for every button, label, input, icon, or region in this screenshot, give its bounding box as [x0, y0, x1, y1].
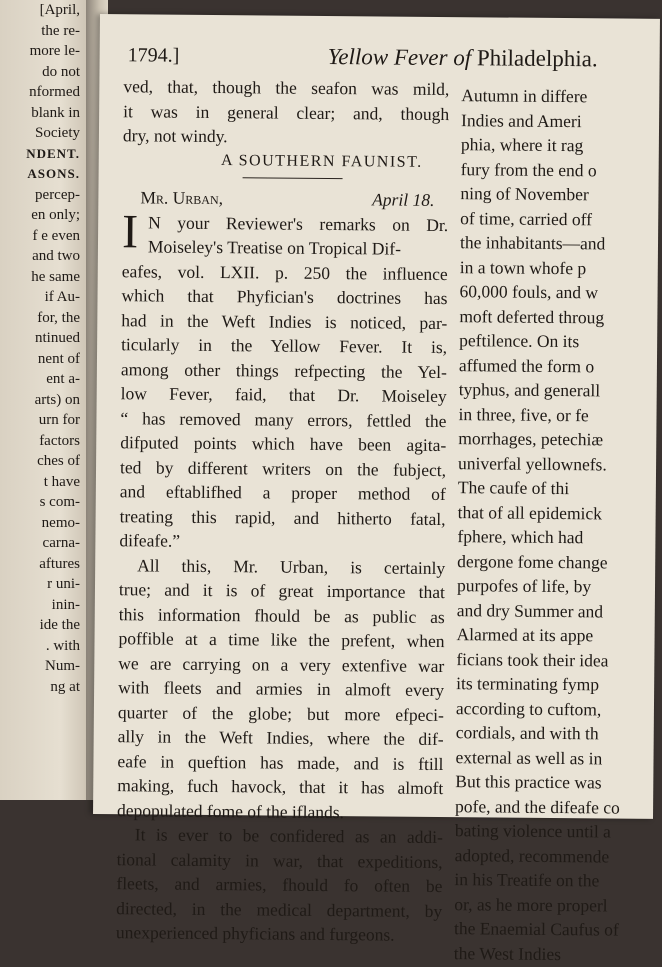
- left-page-line: he same: [31, 268, 80, 285]
- text-line: this information fhould be as public as: [118, 603, 445, 627]
- text-line: depopulated fome of the iflands.: [116, 799, 345, 822]
- right-column-line: in three, five, or fe: [458, 403, 589, 425]
- paragraph-1: [119, 259, 448, 556]
- text-line: All this, Mr. Urban, is certainly: [137, 554, 446, 578]
- text-line: poffible at a time like the prefent, when: [118, 628, 445, 652]
- right-column-line: pofe, and the difeafe co: [455, 795, 620, 818]
- left-page-line: inin-: [51, 596, 80, 613]
- left-page-line: and two: [32, 248, 80, 264]
- addressee: Mr. Urban,: [140, 187, 224, 209]
- column-left: [116, 74, 450, 947]
- running-title-place: Philadelphia.: [476, 45, 598, 72]
- left-page-line: ches of: [37, 453, 80, 469]
- dropcap-block: [121, 204, 449, 262]
- right-column-line: fphere, which had: [457, 526, 584, 548]
- text-line: making, fuch havock, that it has almoft: [117, 775, 444, 799]
- text-line: eafes, vol. LXII. p. 250 the influence: [121, 260, 448, 284]
- text-line: N your Reviewer's remarks on Dr.: [148, 211, 449, 235]
- right-column-line: in his Treatife on the: [454, 869, 600, 891]
- text-line: had in the Weft Indies is noticed, par-: [121, 309, 448, 333]
- left-page-line: ASONS.: [27, 166, 80, 181]
- right-column-line: moft deferted throug: [459, 305, 605, 327]
- page-header: [127, 36, 647, 77]
- left-page-line: s com-: [39, 494, 80, 510]
- right-column-line: morrhages, petechiæ: [458, 428, 604, 450]
- right-column-line: univerfal yellownefs.: [458, 452, 607, 474]
- right-column-line: external as well as in: [455, 746, 603, 768]
- left-page-line: NDENT.: [26, 145, 80, 161]
- left-page-line: urn for: [38, 412, 80, 428]
- left-page-line: arts) on: [34, 391, 80, 408]
- intro-paragraph: [123, 74, 450, 150]
- text-line: difputed points which have been agita-: [120, 432, 447, 456]
- dropcap-letter: I: [121, 204, 139, 258]
- left-page-line: nemo-: [41, 514, 80, 531]
- text-line: low Fever, faid, that Dr. Moiseley: [120, 383, 447, 407]
- text-line: eafe in queftion has made, and is ftill: [117, 750, 444, 774]
- left-page-line: . with: [45, 637, 80, 654]
- text-line: ved, that, though the seafon was mild,: [123, 76, 450, 100]
- text-line: ally in the Weft Indies, where the dif-: [117, 726, 444, 750]
- dropcap-lines: [121, 204, 449, 262]
- left-page-line: blank in: [31, 104, 80, 121]
- right-column-line: and dry Summer and: [456, 599, 604, 621]
- left-page-margin: [0, 0, 86, 800]
- text-line: ticularly in the Yellow Fever. It is,: [121, 334, 448, 358]
- text-line: difeafe.”: [119, 530, 181, 551]
- right-column-line: adopted, recommende: [454, 844, 610, 866]
- right-column-line: cordials, and with th: [455, 722, 599, 744]
- left-page-line: ntinued: [35, 330, 80, 346]
- left-page-line: the re-: [41, 22, 80, 39]
- right-column-line: Alarmed at its appe: [456, 624, 594, 646]
- right-column-line: phia, where it rag: [460, 134, 584, 156]
- text-line: directed, in the medical department, by: [116, 897, 443, 921]
- running-title-text: Yellow Fever of: [327, 43, 472, 71]
- left-page-line: do not: [42, 63, 80, 80]
- right-column-line: that of all epidemick: [457, 501, 603, 523]
- right-column-line: its terminating fymp: [456, 673, 600, 695]
- right-column-line: The caufe of thi: [457, 477, 570, 499]
- right-column-line: the inhabitants—and: [459, 232, 606, 254]
- text-line: It is ever to be confidered as an addi-: [134, 824, 443, 848]
- text-line: with fleets and armies in almoft every: [118, 677, 445, 701]
- left-page-line: factors: [39, 432, 80, 449]
- right-column-line: of time, carried off: [460, 207, 593, 229]
- right-column-line: the West Indies: [453, 942, 562, 964]
- running-title: [328, 44, 598, 72]
- left-page-line: nent of: [37, 350, 80, 367]
- left-page-line: r uni-: [47, 576, 80, 592]
- text-line: unexperienced phyficians and furgeons.: [115, 922, 395, 945]
- text-line: treating this rapid, and hitherto fatal,: [119, 505, 446, 529]
- text-line: and eftablifhed a proper method of: [119, 481, 446, 505]
- left-page-line: more le-: [29, 43, 80, 59]
- left-page-line: Society: [35, 125, 80, 141]
- text-line: it was in general clear; and, though: [123, 100, 450, 124]
- column-right: [454, 83, 662, 967]
- text-line: ted by different writers on the fubject,: [119, 456, 447, 480]
- text-line: which that Phyfician's doctrines has: [121, 285, 448, 309]
- right-column-line: ficians took their idea: [456, 648, 609, 670]
- right-column-line: bating violence until a: [454, 820, 611, 842]
- right-column-line: 60,000 fouls, and w: [459, 281, 599, 303]
- left-page-line: Num-: [45, 658, 80, 674]
- text-line: quarter of the globe; but more efpeci-: [117, 701, 444, 725]
- signoff: A SOUTHERN FAUNIST.: [220, 151, 423, 171]
- left-page-line: ent a-: [46, 371, 80, 387]
- text-line: we are carrying on a very extenfive war: [118, 652, 445, 676]
- left-page-line: en only;: [31, 207, 80, 223]
- left-page-line: ng at: [50, 678, 80, 695]
- right-column-line: Indies and Ameri: [461, 109, 582, 131]
- right-column-line: affumed the form o: [458, 354, 595, 376]
- left-page-line: [April,: [39, 2, 80, 18]
- left-page-line: aftures: [39, 555, 80, 572]
- letter-salutation: [122, 185, 448, 212]
- left-page-line: nformed: [29, 84, 80, 100]
- right-column-line: typhus, and generall: [458, 379, 601, 401]
- page-year: 1794.]: [127, 44, 180, 67]
- right-column-line: peftilence. On its: [459, 330, 580, 352]
- text-line: Moiseley's Treatise on Tropical Dif-: [147, 236, 402, 259]
- right-column-line: according to cuftom,: [455, 697, 602, 719]
- left-page-line: percep-: [35, 186, 80, 203]
- left-page-line: for, the: [37, 309, 80, 326]
- left-page-line: f e even: [32, 227, 80, 244]
- right-column-line: But this practice was: [455, 771, 602, 793]
- right-column-line: in a town whofe p: [459, 256, 587, 278]
- paragraph-3: [116, 822, 443, 947]
- text-line: true; and it is of great importance that: [118, 579, 446, 603]
- right-column-line: or, as he more properl: [454, 893, 608, 915]
- divider-rule: [243, 177, 343, 179]
- left-page-text: [26, 0, 80, 697]
- text-line: “ has removed many errors, fettled the: [120, 407, 447, 431]
- right-column-line: the Enaemial Caufus of: [453, 918, 619, 940]
- right-page: [93, 14, 660, 964]
- letter-date: April 18.: [372, 189, 435, 210]
- right-column-line: purpofes of life, by: [456, 575, 592, 597]
- left-page-line: if Au-: [44, 289, 80, 305]
- left-page-line: ide the: [39, 617, 80, 633]
- right-column-line: ning of November: [460, 183, 589, 205]
- right-column-line: dergone fome change: [457, 550, 608, 572]
- paragraph-2: [117, 553, 445, 825]
- text-line: tional calamity in war, that expeditions,: [116, 848, 443, 872]
- text-line: dry, not windy.: [122, 125, 228, 147]
- left-page-line: carna-: [42, 535, 80, 551]
- right-column-line: fury from the end o: [460, 158, 597, 180]
- left-page-line: t have: [43, 473, 80, 490]
- text-line: among other things refpecting the Yel-: [120, 358, 447, 382]
- right-column-line: Autumn in differe: [461, 85, 588, 107]
- text-line: fleets, and armies, fhould fo often be: [116, 873, 443, 897]
